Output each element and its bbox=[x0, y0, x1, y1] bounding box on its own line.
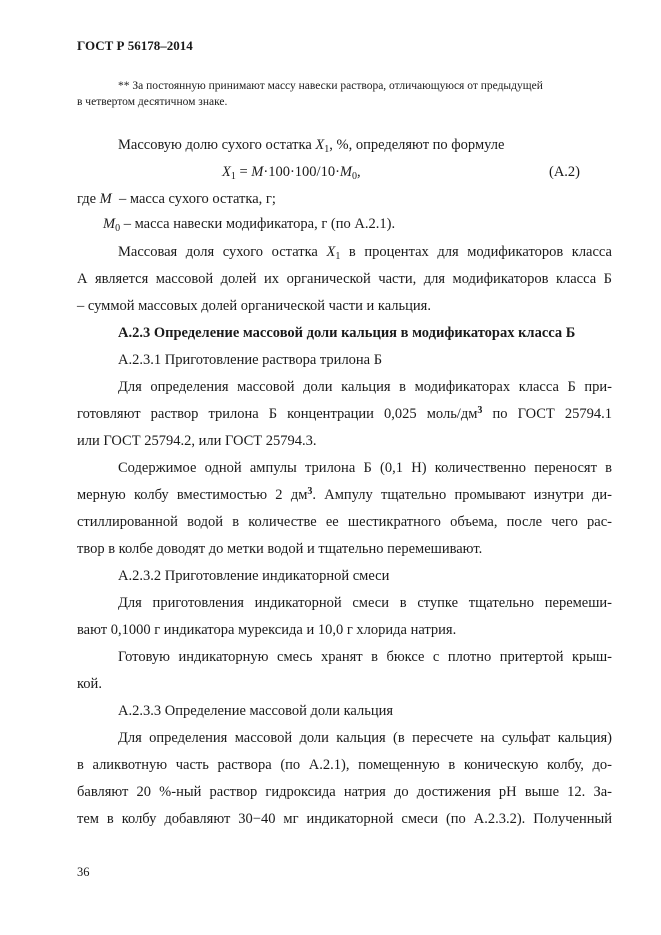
footnote-line: ** За постоянную принимают массу навески раствора, отличающуюся от предыдущей bbox=[118, 80, 543, 92]
paragraph-line: или ГОСТ 25794.2, или ГОСТ 25794.3. bbox=[77, 433, 317, 449]
paragraph-line: Готовую индикаторную смесь хранят в бюксе с плотно притертой крыш- bbox=[118, 649, 612, 665]
where-m0: $M_0$ – масса навески модификатора, г (по А.2.1). bbox=[103, 216, 396, 234]
paragraph-line: мерную колбу вместимостью 2 $дм^3$. Ампулу тщательно промывают изнутри ди- bbox=[77, 486, 613, 503]
subsection-heading: А.2.3.3 Определение массовой доли кальция bbox=[118, 703, 394, 719]
paragraph-line: кой. bbox=[77, 676, 102, 692]
paragraph-line: А является массовой долей их органической части, для модификаторов класса Б bbox=[77, 271, 612, 287]
formula-number: (А.2) bbox=[549, 164, 581, 180]
document-code-header: ГОСТ Р 56178–2014 bbox=[77, 38, 193, 53]
paragraph-line: тем в колбу добавляют 30−40 мг индикаторной смеси (по А.2.3.2). Полученный bbox=[77, 811, 612, 827]
paragraph-line: готовляют раствор трилона Б концентрации 0,025 моль/$дм^3$ по ГОСТ 25794.1 bbox=[77, 405, 612, 422]
footnote-line: в четвертом десятичном знаке. bbox=[77, 96, 228, 108]
page-number: 36 bbox=[77, 865, 90, 879]
paragraph-line: бавляют 20 %-ный раствор гидроксида натрия до достижения pH выше 12. За- bbox=[77, 784, 612, 800]
section-heading: А.2.3 Определение массовой доли кальция в модификаторах класса Б bbox=[118, 325, 576, 341]
paragraph-line: Содержимое одной ампулы трилона Б (0,1 Н) количественно переносят в bbox=[118, 460, 612, 476]
subsection-heading: А.2.3.1 Приготовление раствора трилона Б bbox=[118, 352, 383, 368]
paragraph-line: Для приготовления индикаторной смеси в ступке тщательно перемеши- bbox=[118, 595, 612, 611]
where-m: где M – масса сухого остатка, г; bbox=[77, 191, 276, 207]
paragraph-line: в аликвотную часть раствора (по А.2.1), помещенную в коническую колбу, до- bbox=[77, 757, 612, 773]
paragraph-line: Массовая доля сухого остатка $X_1$ в процентах для модификаторов класса bbox=[118, 244, 612, 262]
paragraph-line: вают 0,1000 г индикатора мурексида и 10,0 г хлорида натрия. bbox=[77, 622, 457, 638]
paragraph-line: твор в колбе доводят до метки водой и тщательно перемешивают. bbox=[77, 541, 483, 557]
paragraph-line: Для определения массовой доли кальция в модификаторах класса Б при- bbox=[118, 379, 612, 395]
paragraph-line: Для определения массовой доли кальция (в пересчете на сульфат кальция) bbox=[118, 730, 612, 746]
formula-a2: $X_1 = M\cdot 100\cdot 100/10\cdot M_0$, bbox=[222, 164, 361, 182]
formula-intro: Массовую долю сухого остатка $X_1$, %, определяют по формуле bbox=[118, 137, 505, 155]
subsection-heading: А.2.3.2 Приготовление индикаторной смеси bbox=[118, 568, 390, 584]
paragraph-line: стиллированной водой в количестве ее шестикратного объема, после чего рас- bbox=[77, 514, 612, 530]
paragraph-line: – суммой массовых долей органической части и кальция. bbox=[77, 298, 431, 314]
